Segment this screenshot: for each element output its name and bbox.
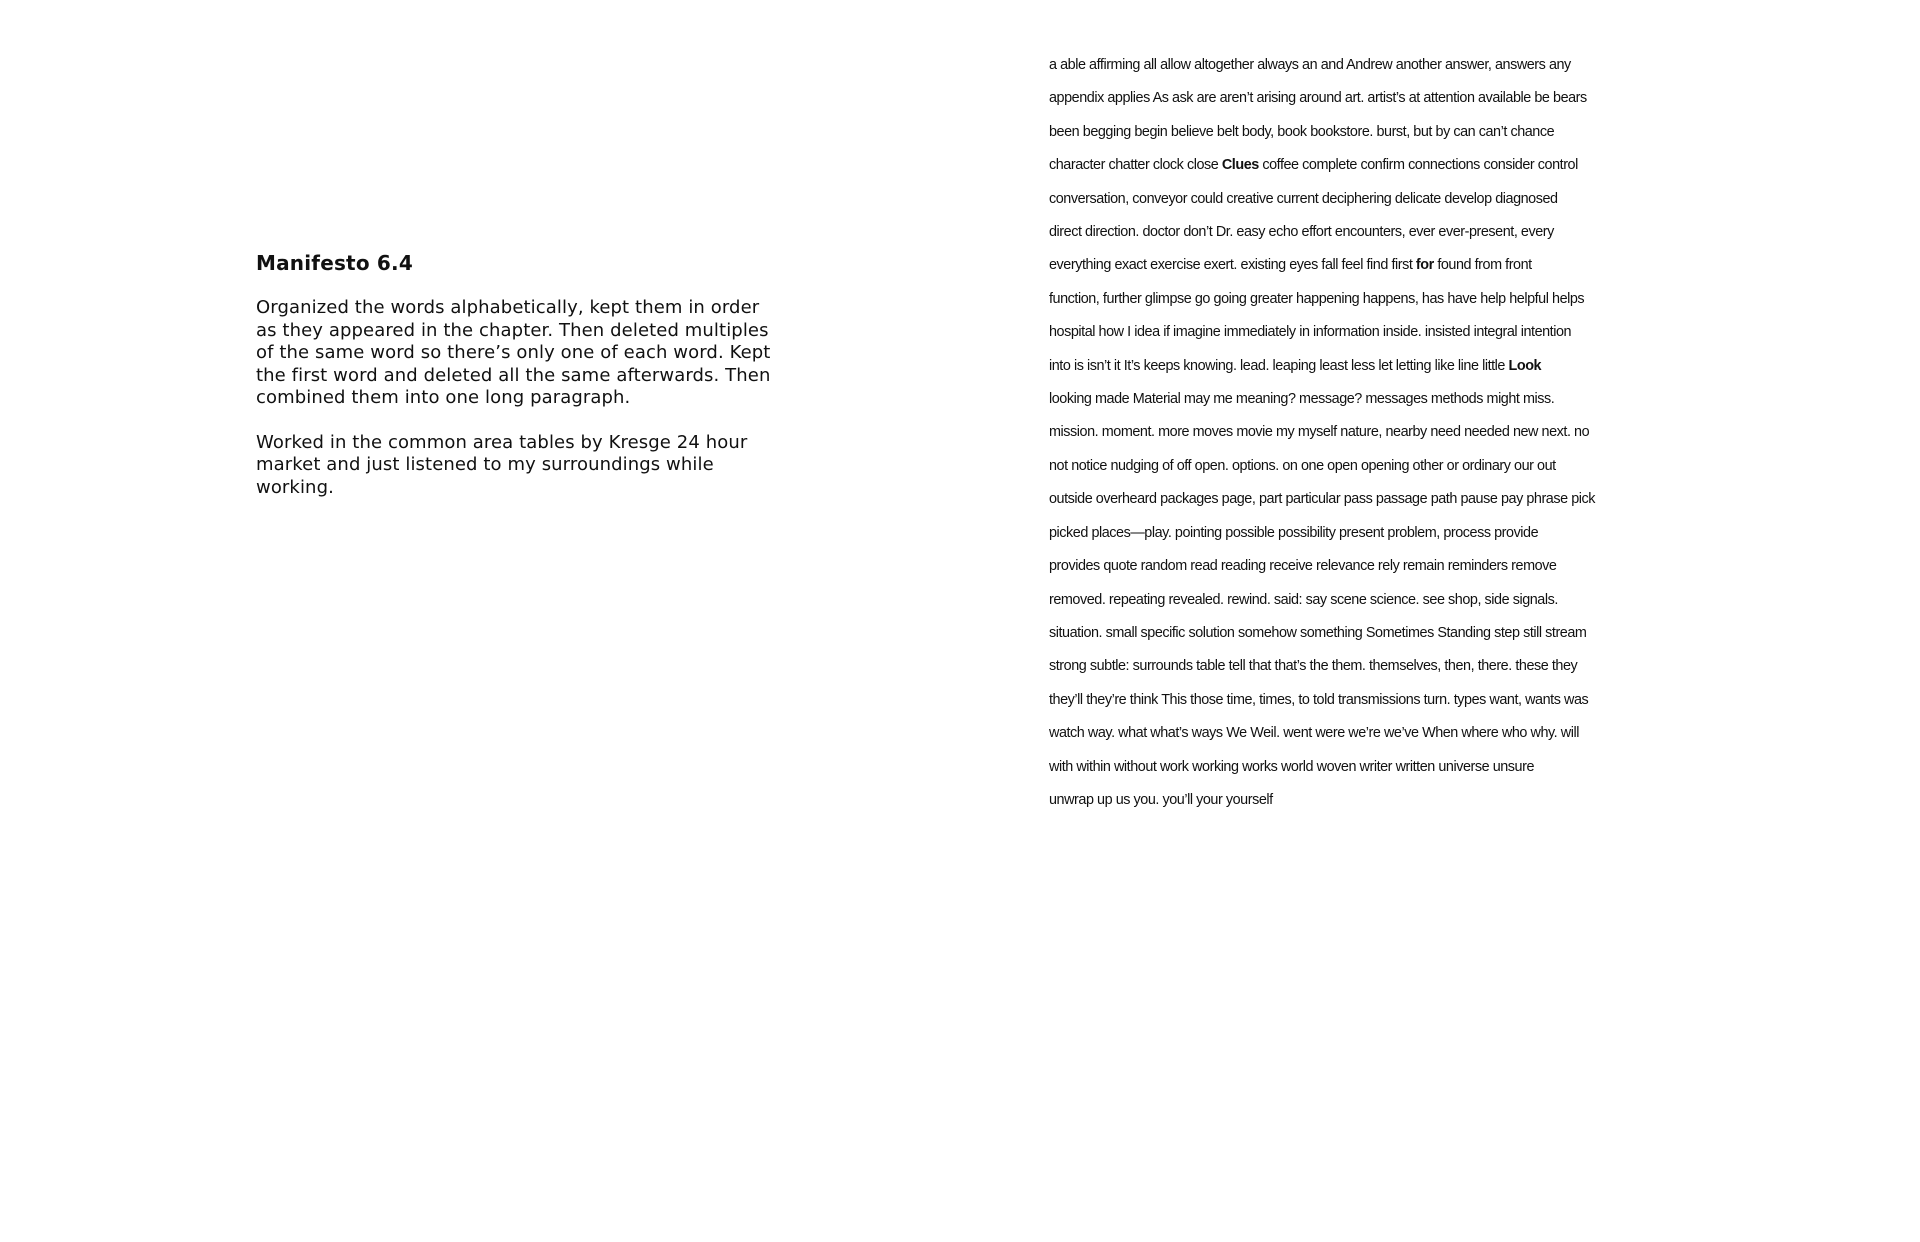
word-list-line bbox=[1049, 149, 1689, 182]
word-list-line bbox=[1049, 183, 1689, 216]
word-run: been begging begin believe belt body, book bookstore. burst, but by can can’t chance bbox=[1049, 123, 1555, 140]
word-run: function, further glimpse go going greater happening happens, has have help helpful helps bbox=[1049, 290, 1585, 307]
manifesto-column bbox=[256, 250, 776, 521]
word-list-line bbox=[1049, 216, 1689, 249]
word-run: character chatter clock close bbox=[1049, 157, 1222, 174]
word-list-line bbox=[1049, 416, 1689, 449]
word-list-line bbox=[1049, 684, 1689, 717]
word-run: direct direction. doctor don’t Dr. easy echo effort encounters, ever ever-present, every bbox=[1049, 224, 1554, 241]
word-run: coffee complete confirm connections consider control bbox=[1258, 157, 1578, 174]
word-list-line bbox=[1049, 350, 1689, 383]
word-list-line bbox=[1049, 283, 1689, 316]
word-run: appendix applies As ask are aren’t arising around art. artist’s at attention available be bears bbox=[1049, 90, 1587, 107]
word-list-line bbox=[1049, 751, 1689, 784]
word-run: outside overheard packages page, part particular pass passage path pause pay phrase pick bbox=[1049, 491, 1595, 508]
bold-word: Look bbox=[1508, 357, 1542, 374]
word-list-line bbox=[1049, 49, 1689, 82]
word-run: watch way. what what’s ways We Weil. went were we’re we’ve When where who why. will bbox=[1049, 725, 1579, 742]
word-run: conversation, conveyor could creative current deciphering delicate develop diagnosed bbox=[1049, 190, 1558, 207]
word-run: into is isn’t it It’s keeps knowing. lead. leaping least less let letting like line little bbox=[1049, 357, 1509, 374]
word-list-line bbox=[1049, 650, 1689, 683]
alphabetical-word-list bbox=[1049, 49, 1689, 817]
word-list-line bbox=[1049, 249, 1689, 282]
word-run: hospital how I idea if imagine immediately in information inside. insisted integral intention bbox=[1049, 324, 1572, 341]
word-run: picked places—play. pointing possible possibility present problem, process provide bbox=[1049, 524, 1539, 541]
word-run: mission. moment. more moves movie my myself nature, nearby need needed new next. no bbox=[1049, 424, 1590, 441]
manifesto-heading: Manifesto 6.4 bbox=[256, 251, 413, 275]
word-run: not notice nudging of off open. options. on one open opening other or ordinary our out bbox=[1049, 457, 1556, 474]
word-list-line bbox=[1049, 483, 1689, 516]
word-list-line bbox=[1049, 316, 1689, 349]
word-list-line bbox=[1049, 617, 1689, 650]
manifesto-process-note: Worked in the common area tables by Kresge 24 hour market and just listened to my surroundings while working. bbox=[256, 431, 748, 498]
bold-word: for bbox=[1415, 257, 1434, 274]
word-run: they’ll they’re think This those time, times, to told transmissions turn. types want, wants was bbox=[1049, 691, 1589, 708]
word-list-line bbox=[1049, 784, 1689, 817]
word-run: situation. small specific solution somehow something Sometimes Standing step still stream bbox=[1049, 624, 1587, 641]
word-list-line bbox=[1049, 550, 1689, 583]
word-run: removed. repeating revealed. rewind. said: say scene science. see shop, side signals. bbox=[1049, 591, 1558, 608]
word-run: found from front bbox=[1433, 257, 1532, 274]
word-run: everything exact exercise exert. existing eyes fall feel find first bbox=[1049, 257, 1416, 274]
word-list-line bbox=[1049, 383, 1689, 416]
word-run: looking made Material may me meaning? message? messages methods might miss. bbox=[1049, 391, 1555, 408]
word-list-line bbox=[1049, 82, 1689, 115]
word-list-line bbox=[1049, 584, 1689, 617]
word-run: with within without work working works world woven writer written universe unsure bbox=[1049, 758, 1535, 775]
word-run: a able affirming all allow altogether always an and Andrew another answer, answers any bbox=[1049, 57, 1571, 73]
word-run: strong subtle: surrounds table tell that that’s the them. themselves, then, there. these they bbox=[1049, 658, 1578, 675]
word-list-line bbox=[1049, 116, 1689, 149]
word-list-line bbox=[1049, 450, 1689, 483]
word-list-line bbox=[1049, 717, 1689, 750]
manifesto-description: Organized the words alphabetically, kept them in order as they appeared in the chapter. Then deleted multiples of the same word so there’s only one of each word. Kept the first word and deleted all the same afterwards. Then combined them into one long paragraph. bbox=[256, 297, 771, 408]
word-list-line bbox=[1049, 517, 1689, 550]
bold-word: Clues bbox=[1221, 157, 1259, 174]
word-run: unwrap up us you. you’ll your yourself bbox=[1049, 791, 1273, 808]
word-run: provides quote random read reading receive relevance rely remain reminders remove bbox=[1049, 558, 1557, 575]
